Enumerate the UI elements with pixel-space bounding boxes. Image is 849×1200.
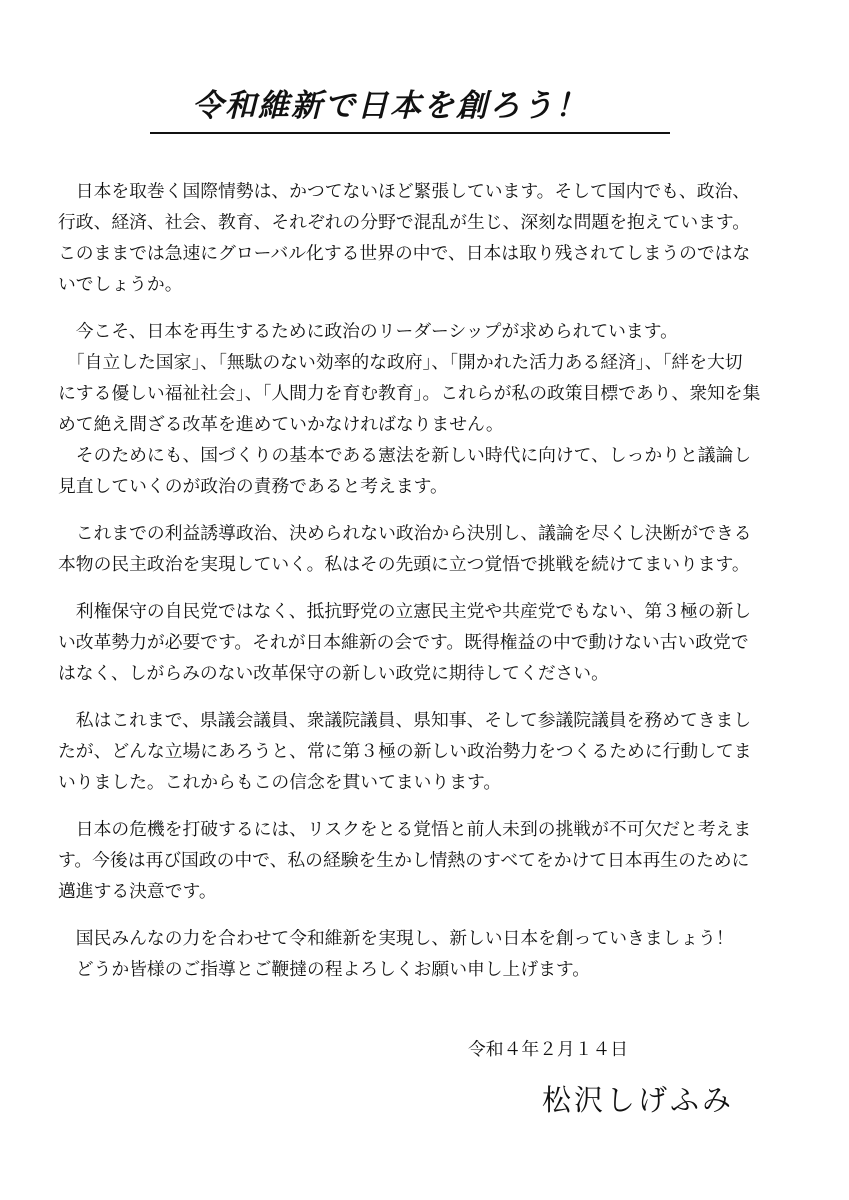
paragraph: [58, 923, 798, 985]
text-line: 見直していくのが政治の責務であると考えます。: [58, 476, 448, 497]
text-line: 邁進する決意です。: [58, 881, 217, 902]
text-line: 「自立した国家」、「無駄のない効率的な政府」、「開かれた活力ある経済」、「絆を大切: [58, 352, 743, 373]
text-line: いでしょうか。: [58, 274, 183, 295]
paragraph: [58, 316, 798, 502]
text-line: めて絶え間ざる改革を進めていかなければなりません。: [58, 414, 504, 435]
text-line: そのためにも、国づくりの基本である憲法を新しい時代に向けて、しっかりと議論し: [58, 445, 752, 466]
text-line: い改革勢力が必要です。それが日本維新の会です。既得権益の中で動けない古い政党で: [58, 632, 749, 653]
paragraph: [58, 176, 798, 300]
text-line: 利権保守の自民党ではなく、抵抗野党の立憲民主党や共産党でもない、第３極の新し: [58, 601, 752, 622]
page-title: 令和維新で日本を創ろう！: [192, 88, 588, 124]
text-line: 本物の民主政治を実現していく。私はその先頭に立つ覚悟で挑戦を続けてまいります。: [58, 554, 750, 575]
text-line: これまでの利益誘導政治、決められない政治から決別し、議論を尽くし決断ができる: [58, 523, 752, 544]
text-line: す。今後は再び国政の中で、私の経験を生かし情熱のすべてをかけて日本再生のために: [58, 850, 750, 871]
text-line: 国民みんなの力を合わせて令和維新を実現し、新しい日本を創っていきましょう！: [58, 928, 734, 949]
text-line: にする優しい福祉社会」、「人間力を育む教育」。これらが私の政策目標であり、衆知を集: [58, 383, 761, 404]
text-line: 行政、経済、社会、教育、それぞれの分野で混乱が生じ、深刻な問題を抱えています。: [58, 212, 751, 233]
text-line: 日本の危機を打破するには、リスクをとる覚悟と前人未到の挑戦が不可欠だと考えま: [58, 819, 752, 840]
title-underline: [150, 86, 670, 134]
paragraph: [58, 518, 798, 580]
paragraph: [58, 596, 798, 689]
text-line: どうか皆様のご指導とご鞭撻の程よろしくお願い申し上げます。: [58, 959, 591, 980]
text-line: はなく、しがらみのない改革保守の新しい政党に期待してください。: [58, 663, 609, 684]
letter-body: [58, 176, 798, 985]
text-line: 私はこれまで、県議会議員、衆議院議員、県知事、そして参議院議員を務めてきまし: [58, 710, 752, 731]
text-line: いりました。これからもこの信念を貫いてまいります。: [58, 772, 502, 793]
paragraph: [58, 705, 798, 798]
text-line: たが、どんな立場にあろうと、常に第３極の新しい政治勢力をつくるために行動してま: [58, 741, 752, 762]
text-line: 日本を取巻く国際情勢は、かつてないほど緊張しています。そして国内でも、政治、: [58, 181, 751, 202]
text-line: このままでは急速にグローバル化する世界の中で、日本は取り残されてしまうのではな: [58, 243, 751, 264]
text-line: 今こそ、日本を再生するために政治のリーダーシップが求められています。: [58, 321, 678, 342]
paragraph: [58, 814, 798, 907]
letter-date: 令和４年２月１４日: [468, 1039, 629, 1060]
signature: 松沢しげふみ: [542, 1083, 735, 1117]
